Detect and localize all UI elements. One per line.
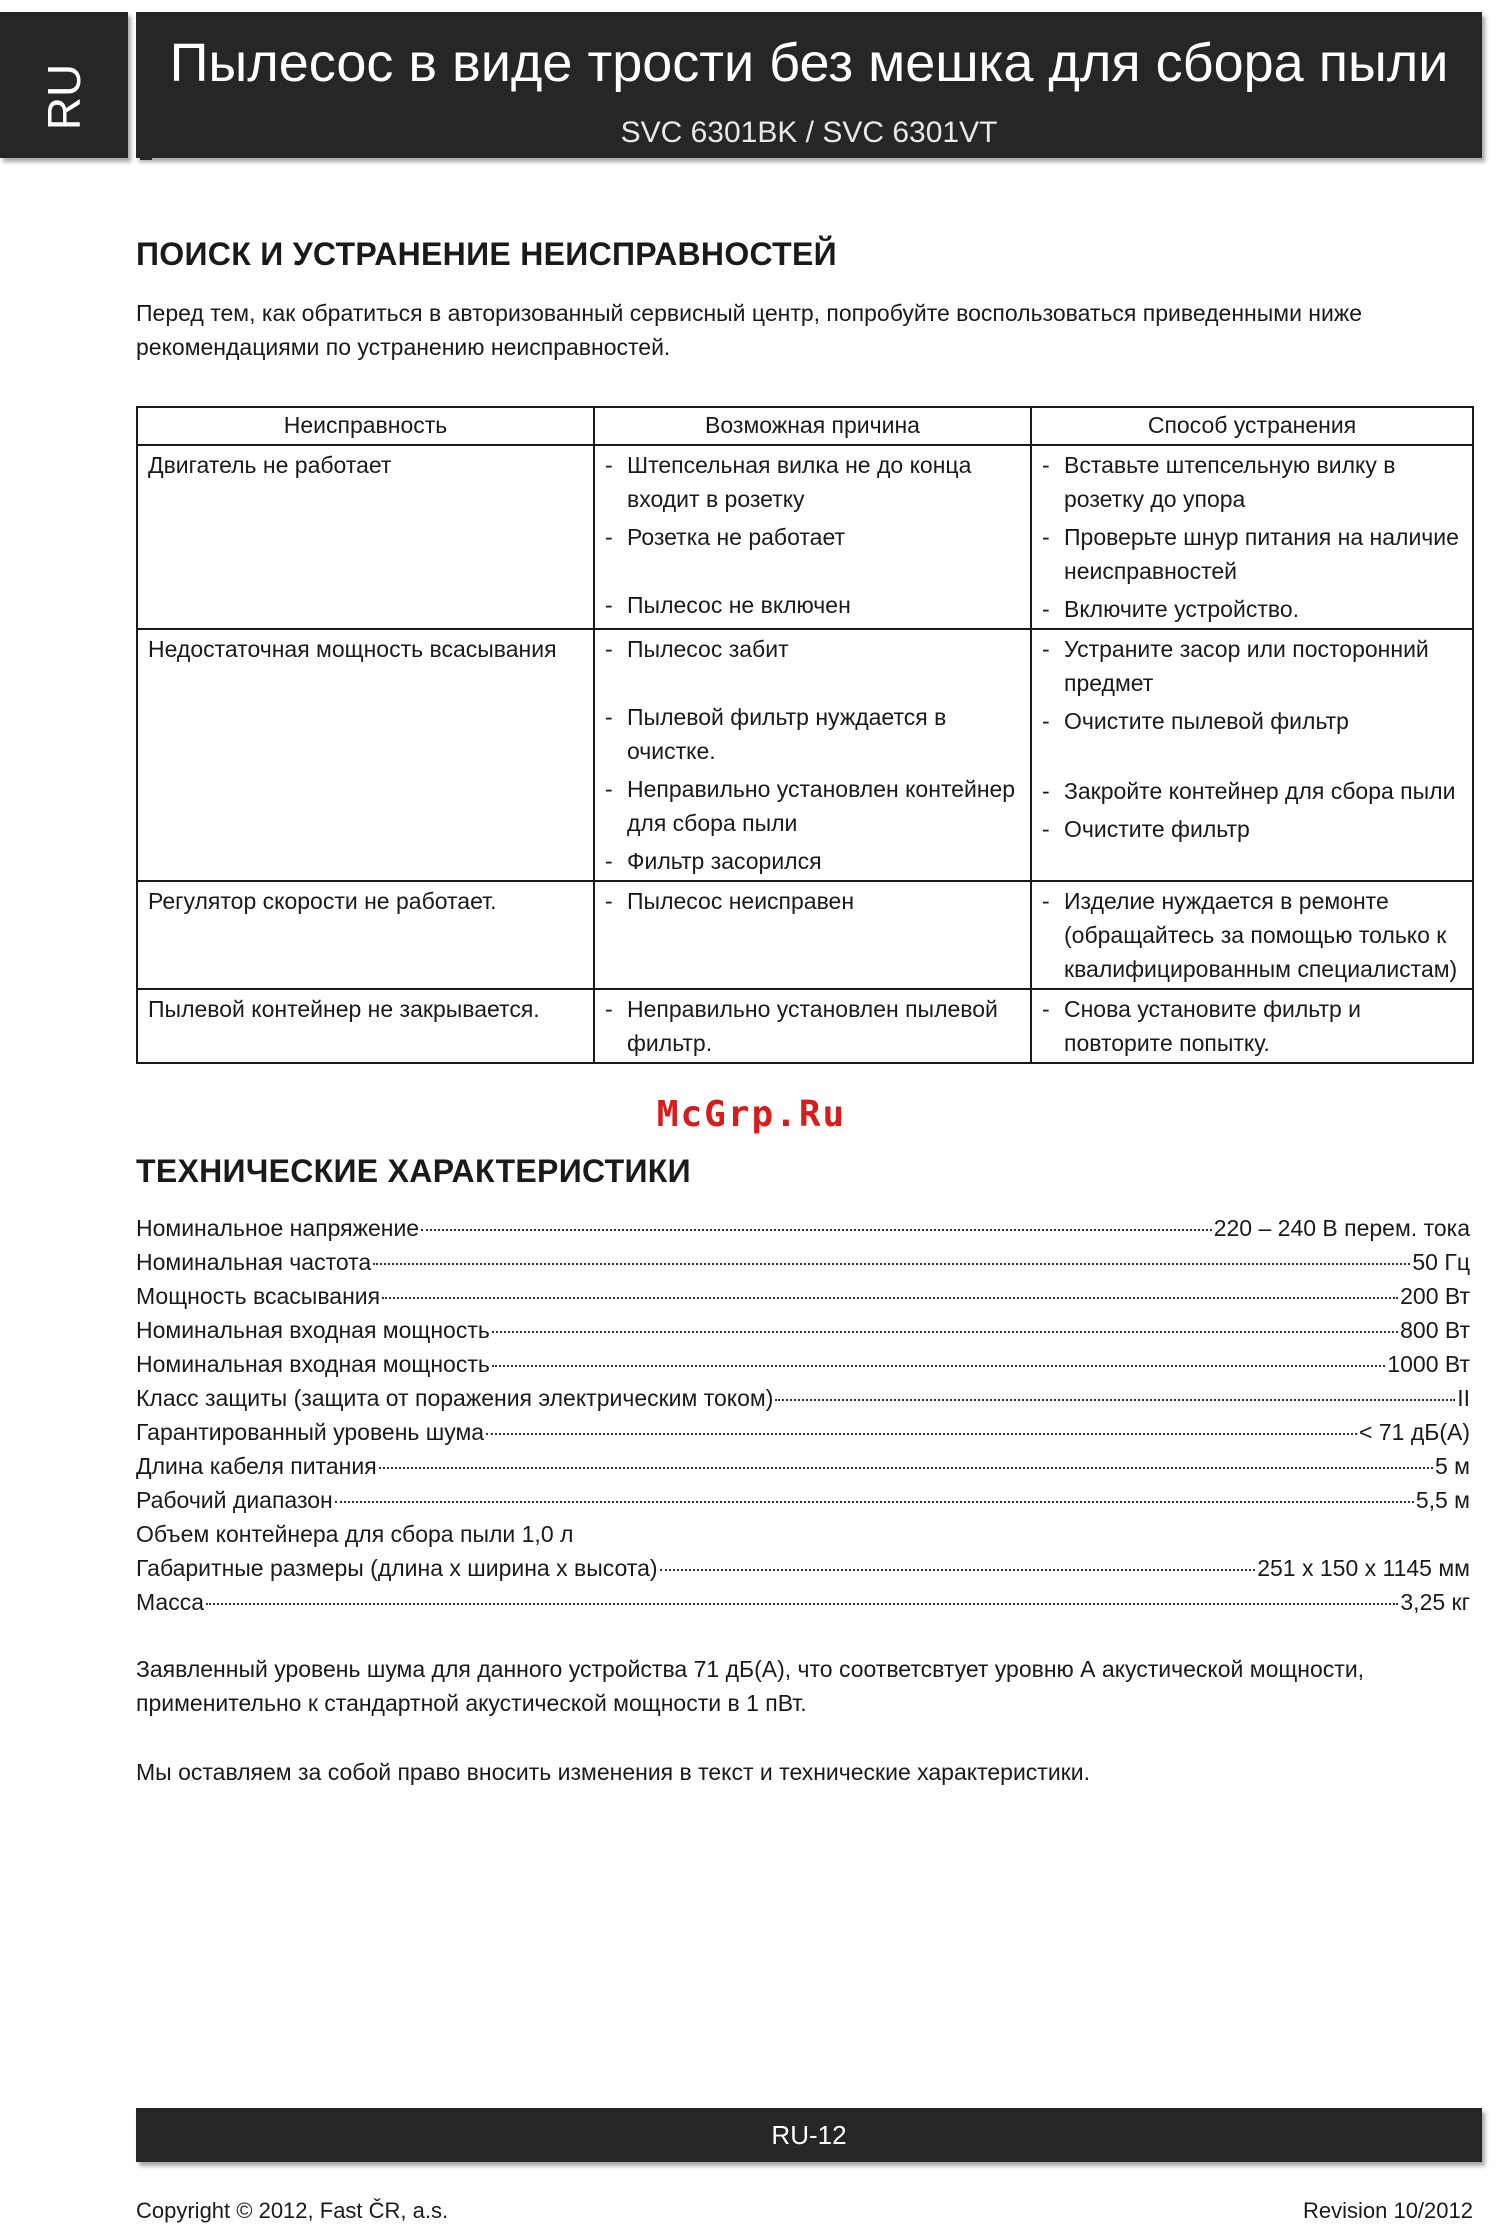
cause-item — [605, 844, 1022, 878]
solution-text: Вставьте штепсельную вилку в розетку до упора — [1064, 452, 1396, 512]
spec-row — [136, 1589, 1470, 1623]
dot-leader — [335, 1501, 1414, 1503]
dash-bullet: - — [605, 704, 613, 730]
solution-item — [1042, 592, 1464, 626]
solution-text: Проверьте шнур питания на наличие неисправностей — [1064, 524, 1459, 584]
column-header-cause: Возможная причина — [594, 407, 1031, 445]
cause-text: Пылесос не включен — [627, 592, 851, 618]
spec-label: Объем контейнера для сбора пыли 1,0 л — [136, 1521, 574, 1547]
cause-text: Штепсельная вилка не до конца входит в розетку — [627, 452, 972, 512]
spec-value: 5,5 м — [1415, 1487, 1470, 1513]
spec-row — [136, 1215, 1470, 1249]
dash-bullet: - — [605, 524, 613, 550]
table-row — [137, 629, 1473, 881]
spec-label: Номинальная входная мощность — [136, 1351, 490, 1377]
cause-text: Розетка не работает — [627, 524, 846, 550]
cause-text: Фильтр засорился — [627, 848, 822, 874]
troubleshooting-heading: ПОИСК И УСТРАНЕНИЕ НЕИСПРАВНОСТЕЙ — [136, 236, 837, 272]
spec-row — [136, 1385, 1470, 1419]
cause-text: Неправильно установлен пылевой фильтр. — [627, 996, 998, 1056]
specs-heading: ТЕХНИЧЕСКИЕ ХАРАКТЕРИСТИКИ — [136, 1153, 691, 1189]
dot-leader — [486, 1433, 1357, 1435]
solution-cell — [1031, 989, 1473, 1063]
spec-label: Класс защиты (защита от поражения электрическим током) — [136, 1385, 774, 1411]
page-title: Пылесос в виде трости без мешка для сбора пыли — [169, 33, 1449, 93]
cause-cell — [594, 881, 1031, 989]
language-code: RU — [38, 63, 90, 131]
dash-bullet: - — [605, 452, 613, 478]
spec-label: Масса — [136, 1589, 205, 1615]
spec-value: < 71 дБ(А) — [1359, 1419, 1470, 1445]
spec-row — [136, 1249, 1470, 1283]
solution-text: Очистите фильтр — [1064, 816, 1250, 842]
spec-row — [136, 1351, 1470, 1385]
dot-leader — [492, 1365, 1385, 1367]
revision: Revision 10/2012 — [1302, 2198, 1473, 2223]
solution-item — [1042, 884, 1464, 986]
dash-bullet: - — [1042, 452, 1050, 478]
spec-row — [136, 1317, 1470, 1351]
dot-leader — [206, 1603, 1398, 1605]
spec-value: 50 Гц — [1412, 1249, 1470, 1275]
spec-row — [136, 1521, 1470, 1555]
spec-value: 5 м — [1435, 1453, 1470, 1479]
problem-text: Пылевой контейнер не закрывается. — [148, 996, 540, 1022]
solution-text: Закройте контейнер для сбора пыли — [1064, 778, 1456, 804]
spec-label: Габаритные размеры (длина х ширина х высота) — [136, 1555, 658, 1581]
troubleshooting-intro: Перед тем, как обратиться в авторизованный сервисный центр, попробуйте воспользоваться приведенными ниже рекомендациями по устранению неисправностей. — [136, 300, 1363, 360]
dash-bullet: - — [1042, 816, 1050, 842]
rights-note: Мы оставляем за собой право вносить изменения в текст и технические характеристики. — [136, 1759, 1090, 1785]
dot-leader — [379, 1467, 1433, 1469]
spec-label: Мощность всасывания — [136, 1283, 381, 1309]
cause-text: Пылесос забит — [627, 636, 789, 662]
model-numbers: SVC 6301BK / SVC 6301VT — [620, 116, 998, 149]
cause-item — [605, 772, 1022, 840]
solution-item — [1042, 448, 1464, 516]
problem-cell — [137, 629, 594, 881]
dash-bullet: - — [1042, 888, 1050, 914]
table-header-row — [137, 407, 1473, 445]
spec-value: 800 Вт — [1400, 1317, 1470, 1343]
page-number: RU-12 — [771, 2120, 847, 2150]
dash-bullet: - — [1042, 596, 1050, 622]
dot-leader — [492, 1331, 1398, 1333]
dash-bullet: - — [1042, 996, 1050, 1022]
dash-bullet: - — [605, 848, 613, 874]
cause-text: Пылесос неисправен — [627, 888, 855, 914]
cause-item — [605, 632, 1022, 666]
solution-item — [1042, 992, 1464, 1060]
header-divider — [140, 158, 152, 160]
spec-row — [136, 1487, 1470, 1521]
dash-bullet: - — [605, 888, 613, 914]
solution-cell — [1031, 629, 1473, 881]
spec-value: 220 – 240 В перем. тока — [1213, 1215, 1470, 1241]
troubleshooting-table — [136, 406, 1474, 1064]
column-header-solution: Способ устранения — [1031, 407, 1473, 445]
solution-item — [1042, 774, 1464, 808]
spec-row — [136, 1419, 1470, 1453]
spec-row — [136, 1555, 1470, 1589]
spec-row — [136, 1453, 1470, 1487]
noise-note: Заявленный уровень шума для данного устройства 71 дБ(А), что соответсвтует уровню А акустической мощности, применительно к стандартной акустической мощности в 1 пВт. — [136, 1656, 1365, 1716]
solution-cell — [1031, 881, 1473, 989]
dash-bullet: - — [605, 776, 613, 802]
spec-value: 1000 Вт — [1387, 1351, 1470, 1377]
table-row — [137, 989, 1473, 1063]
spec-label: Номинальная входная мощность — [136, 1317, 490, 1343]
dash-bullet: - — [1042, 708, 1050, 734]
cause-item — [605, 700, 1022, 768]
solution-text: Очистите пылевой фильтр — [1064, 708, 1349, 734]
dash-bullet: - — [1042, 778, 1050, 804]
spec-label: Гарантированный уровень шума — [136, 1419, 485, 1445]
table-row — [137, 445, 1473, 629]
dash-bullet: - — [605, 996, 613, 1022]
spec-label: Номинальное напряжение — [136, 1215, 420, 1241]
cause-cell — [594, 989, 1031, 1063]
dot-leader — [373, 1263, 1410, 1265]
spec-label: Длина кабеля питания — [136, 1453, 377, 1479]
dot-leader — [775, 1399, 1455, 1401]
problem-cell — [137, 445, 594, 629]
cause-item — [605, 588, 1022, 622]
specs-list — [136, 1215, 1470, 1623]
cause-text: Пылевой фильтр нуждается в очистке. — [627, 704, 947, 764]
cause-item — [605, 520, 1022, 554]
column-header-problem: Неисправность — [137, 407, 594, 445]
problem-text: Недостаточная мощность всасывания — [148, 636, 557, 662]
table-row — [137, 881, 1473, 989]
solution-item — [1042, 520, 1464, 588]
solution-text: Устраните засор или посторонний предмет — [1064, 636, 1429, 696]
spec-value: II — [1457, 1385, 1470, 1411]
problem-text: Регулятор скорости не работает. — [148, 888, 497, 914]
cause-cell — [594, 445, 1031, 629]
dot-leader — [660, 1569, 1256, 1571]
spec-value: 251 х 150 х 1145 мм — [1257, 1555, 1470, 1581]
solution-text: Снова установите фильтр и повторите попытку. — [1064, 996, 1362, 1056]
problem-text: Двигатель не работает — [148, 452, 392, 478]
problem-cell — [137, 881, 594, 989]
solution-cell — [1031, 445, 1473, 629]
language-tab — [0, 12, 128, 158]
cause-item — [605, 992, 1022, 1060]
spec-label: Рабочий диапазон — [136, 1487, 333, 1513]
solution-item — [1042, 812, 1464, 846]
footer-bar — [136, 2108, 1482, 2162]
dash-bullet: - — [605, 636, 613, 662]
dot-leader — [421, 1229, 1212, 1231]
cause-item — [605, 448, 1022, 516]
problem-cell — [137, 989, 594, 1063]
dot-leader — [382, 1297, 1398, 1299]
copyright: Copyright © 2012, Fast ČR, a.s. — [136, 2198, 449, 2223]
spec-value: 3,25 кг — [1400, 1589, 1470, 1615]
cause-cell — [594, 629, 1031, 881]
dash-bullet: - — [1042, 524, 1050, 550]
header-bar — [136, 12, 1482, 158]
dash-bullet: - — [605, 592, 613, 618]
spec-row — [136, 1283, 1470, 1317]
solution-item — [1042, 704, 1464, 738]
solution-item — [1042, 632, 1464, 700]
watermark-link[interactable]: McGrp.Ru — [656, 1094, 847, 1135]
spec-label: Номинальная частота — [136, 1249, 372, 1275]
solution-text: Изделие нуждается в ремонте (обращайтесь за помощью только к квалифицированным специалистам) — [1064, 888, 1458, 982]
cause-text: Неправильно установлен контейнер для сбора пыли — [627, 776, 1016, 836]
solution-text: Включите устройство. — [1064, 596, 1299, 622]
dash-bullet: - — [1042, 636, 1050, 662]
cause-item — [605, 884, 1022, 918]
spec-value: 200 Вт — [1400, 1283, 1470, 1309]
